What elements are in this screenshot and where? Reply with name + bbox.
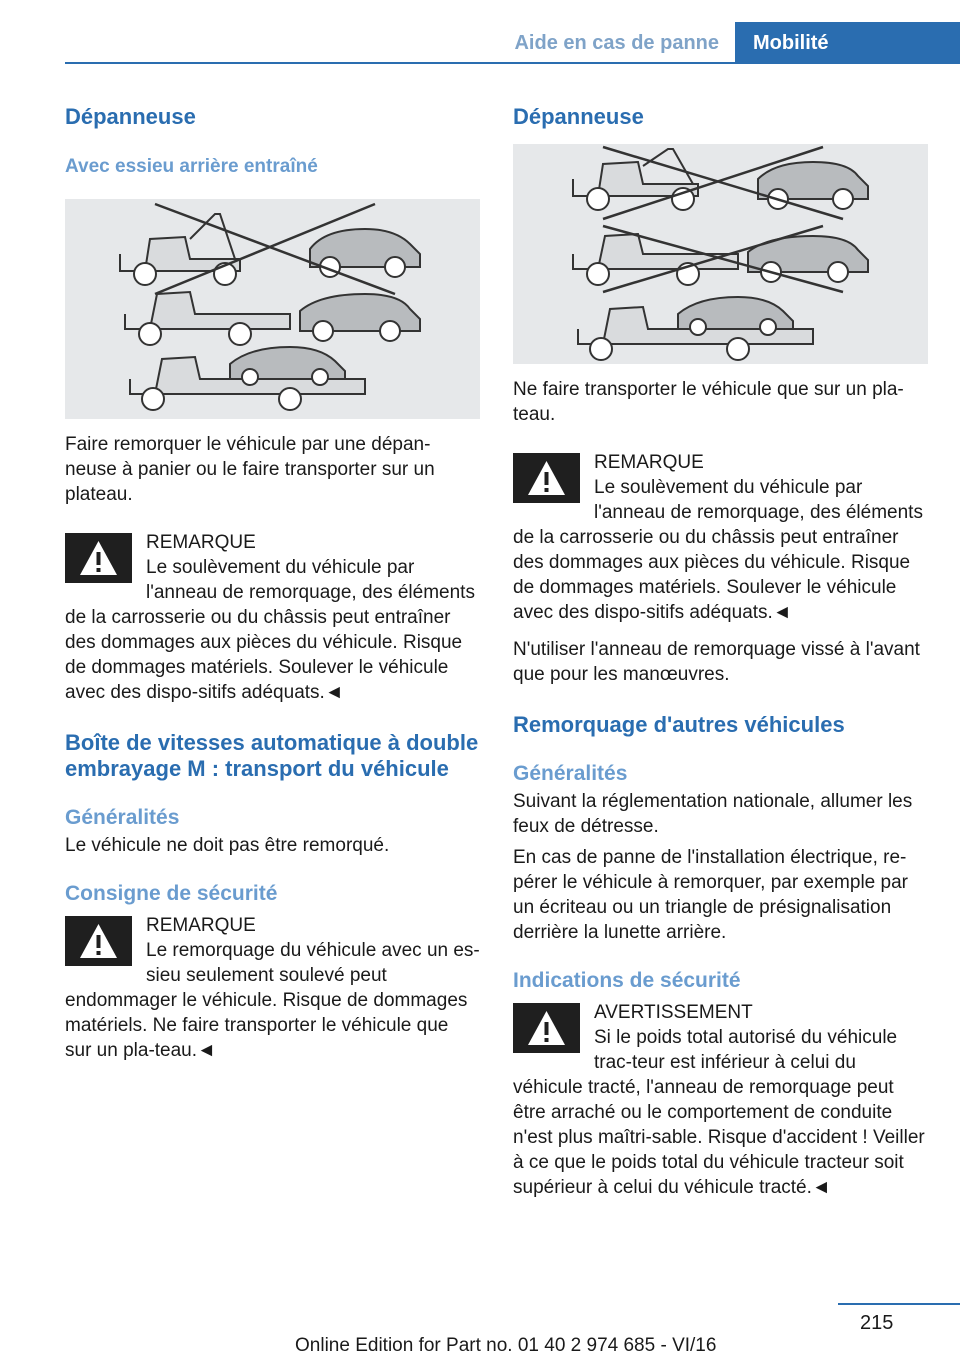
left-heading-general: Généralités [65,806,180,829]
footer-rule [838,1303,960,1305]
right-figure-caption: Ne faire transporter le véhicule que sur un pla-teau. [513,379,904,425]
left-warning-2 [65,913,480,1063]
left-heading-safety: Consigne de sécurité [65,882,278,905]
right-heading-general: Généralités [513,762,628,785]
right-warning-1-label: REMARQUE [594,452,704,473]
warning-triangle-icon [513,1003,580,1053]
left-subtitle: Avec essieu arrière entraîné [65,156,318,177]
right-warning-1-body: Le soulèvement du véhicule par l'anneau de remorquage, des éléments de la carrosserie ou du châssis peut entraîner des dommages aux pièces du véhicule. Risque de dommages matériels. Soulever le véhicule avec des dispo-sitifs adéquats.◄ [513,477,923,623]
left-title: Dépanneuse [65,104,196,129]
right-column [513,100,928,1198]
warning-triangle-icon [65,916,132,966]
warning-triangle-icon [65,533,132,583]
right-warning-2-body: Si le poids total autorisé du véhicule trac-teur est inférieur à celui du véhicule tracté, l'anneau de remorquage peut être arraché ou le comportement de conduite n'est plus maîtri-sable. Risque d'accident ! Veiller à ce que le poids total du véhicule tracteur soit supérieur à celui du véhicule tracté.◄ [513,1027,925,1198]
left-warning-2-body: Le remorquage du véhicule avec un es-sieu seulement soulevé peut endommager le véhicule. Risque de dommages matériels. Ne faire transporter le véhicule que sur un pla-teau.◄ [65,940,480,1061]
right-warning-1 [513,450,928,625]
left-column [65,100,480,1063]
header-tab-mobilite: Mobilité [735,22,960,64]
tow-truck-illustration-left [65,199,480,419]
left-section-heading: Boîte de vitesses automatique à double embrayage M : transport du véhicule [65,730,479,781]
right-general-text-2: En cas de panne de l'installation électrique, re-pérer le véhicule à remorquer, par exemple par un écriteau ou un triangle de présignalisation derrière la lunette arrière. [513,847,908,943]
left-figure-caption: Faire remorquer le véhicule par une dépan-neuse à panier ou le faire transporter sur un plateau. [65,434,435,505]
flatbed-drawing-icon [513,144,928,364]
left-warning-1 [65,530,480,705]
left-warning-1-label: REMARQUE [146,532,256,553]
header-rule [65,62,960,64]
left-general-text: Le véhicule ne doit pas être remorqué. [65,835,390,856]
header-section-title: Aide en cas de panne [514,32,719,54]
left-warning-1-body: Le soulèvement du véhicule par l'anneau de remorquage, des éléments de la carrosserie ou du châssis peut entraîner des dommages aux pièces du véhicule. Risque de dommages matériels. Soulever le véhicule avec des dispo-sitifs adéquats.◄ [65,557,475,703]
edition-note: Online Edition for Part no. 01 40 2 974 685 - VI/16 [295,1335,717,1356]
right-title: Dépanneuse [513,104,644,129]
tow-truck-drawing-icon [65,199,480,419]
right-section-heading: Remorquage d'autres véhicules [513,712,845,737]
tow-truck-illustration-right [513,144,928,364]
warning-triangle-icon [513,453,580,503]
right-warning-2-label: AVERTISSEMENT [594,1002,753,1023]
right-general-text-1: Suivant la réglementation nationale, allumer les feux de détresse. [513,791,913,837]
page-number: 215 [860,1312,894,1334]
right-warning-2 [513,1000,928,1200]
left-warning-2-label: REMARQUE [146,915,256,936]
right-ring-text: N'utiliser l'anneau de remorquage vissé à l'avant que pour les manœuvres. [513,639,920,685]
right-heading-safety: Indications de sécurité [513,969,741,992]
right-body [513,377,928,1200]
